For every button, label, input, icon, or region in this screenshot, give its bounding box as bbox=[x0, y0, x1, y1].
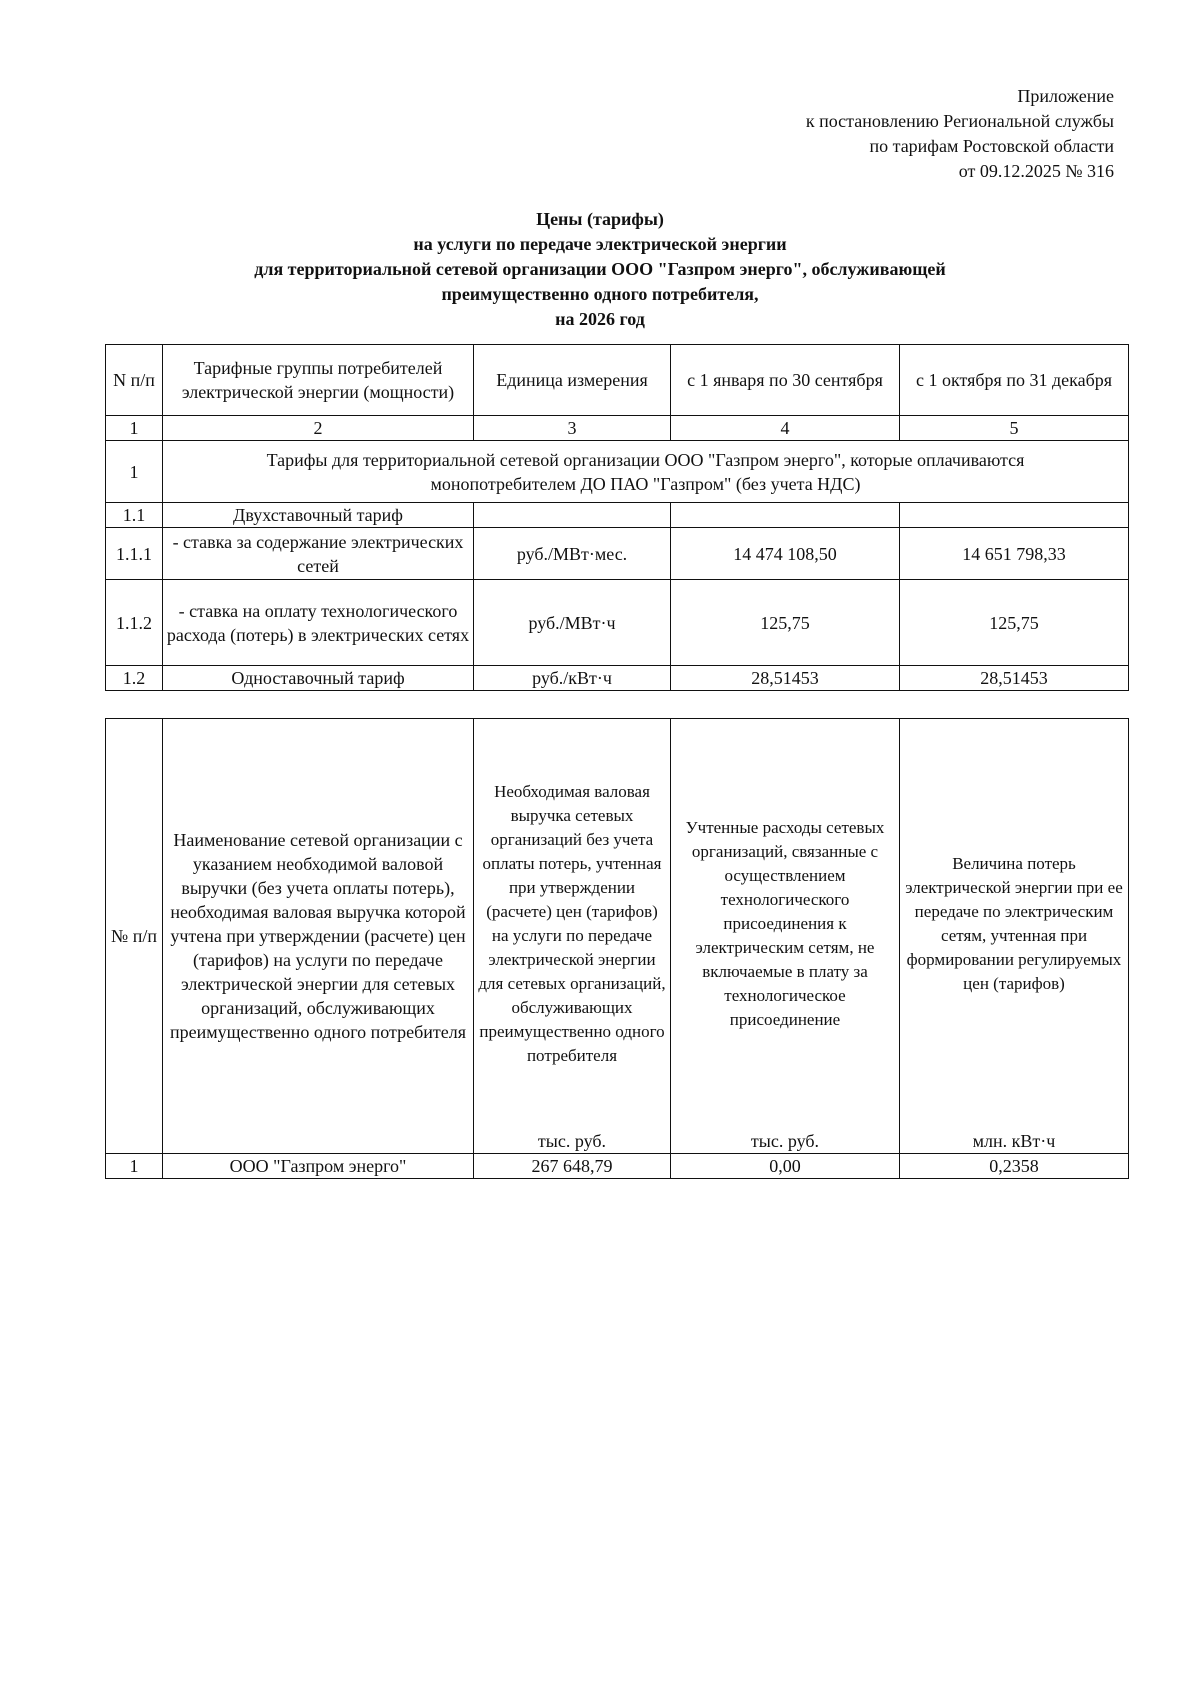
section-num: 1 bbox=[106, 441, 163, 503]
row-unit: руб./кВт·ч bbox=[474, 666, 671, 691]
table-row bbox=[106, 503, 1129, 528]
title-line: на 2026 год bbox=[555, 309, 645, 329]
row-org-name: ООО "Газпром энерго" bbox=[163, 1154, 474, 1179]
section-title bbox=[163, 441, 1129, 503]
header-num: N п/п bbox=[106, 345, 163, 416]
row-period2: 28,51453 bbox=[900, 666, 1129, 691]
title-line: преимущественно одного потребителя, bbox=[441, 284, 759, 304]
row-num: 1.2 bbox=[106, 666, 163, 691]
header-group: Тарифные группы потребителей электрической энергии (мощности) bbox=[163, 345, 474, 416]
title-line: Цены (тарифы) bbox=[536, 209, 664, 229]
column-number: 3 bbox=[474, 416, 671, 441]
unit-revenue: тыс. руб. bbox=[474, 1129, 671, 1154]
row-name: - ставка на оплату технологического расхода (потерь) в электрических сетях bbox=[163, 580, 474, 666]
row-expenses: 0,00 bbox=[671, 1154, 900, 1179]
table-header-row bbox=[106, 345, 1129, 416]
column-number: 2 bbox=[163, 416, 474, 441]
column-number: 5 bbox=[900, 416, 1129, 441]
appendix-line: Приложение bbox=[1017, 86, 1114, 106]
appendix-block bbox=[806, 84, 1114, 184]
row-period1: 125,75 bbox=[671, 580, 900, 666]
row-unit bbox=[474, 503, 671, 528]
row-name: Одноставочный тариф bbox=[163, 666, 474, 691]
column-number: 1 bbox=[106, 416, 163, 441]
document-title bbox=[0, 207, 1200, 332]
row-losses: 0,2358 bbox=[900, 1154, 1129, 1179]
row-period2 bbox=[900, 503, 1129, 528]
unit-expenses: тыс. руб. bbox=[671, 1129, 900, 1154]
title-line: для территориальной сетевой организации ООО "Газпром энерго", обслуживающей bbox=[254, 259, 946, 279]
row-num: 1.1.1 bbox=[106, 528, 163, 580]
unit-losses: млн. кВт·ч bbox=[900, 1129, 1129, 1154]
appendix-line: от 09.12.2025 № 316 bbox=[958, 161, 1114, 181]
table-row bbox=[106, 666, 1129, 691]
header-num: № п/п bbox=[106, 719, 163, 1154]
section-row bbox=[106, 441, 1129, 503]
title-line: на услуги по передаче электрической энергии bbox=[413, 234, 787, 254]
org-table bbox=[105, 718, 1129, 1179]
table-row bbox=[106, 1154, 1129, 1179]
row-period1: 28,51453 bbox=[671, 666, 900, 691]
appendix-line: к постановлению Региональной службы bbox=[805, 111, 1114, 131]
row-period2: 14 651 798,33 bbox=[900, 528, 1129, 580]
column-number: 4 bbox=[671, 416, 900, 441]
row-name: Двухставочный тариф bbox=[163, 503, 474, 528]
appendix-line: по тарифам Ростовской области bbox=[869, 136, 1114, 156]
row-num: 1.1 bbox=[106, 503, 163, 528]
row-name: - ставка за содержание электрических сетей bbox=[163, 528, 474, 580]
section-title-line: монопотребителем ДО ПАО "Газпром" (без учета НДС) bbox=[430, 473, 861, 494]
header-org-name: Наименование сетевой организации с указанием необходимой валовой выручки (без учета оплаты потерь), необходимая валовая выручка которой учтена при утверждении (расчете) цен (тарифов) на услуги по передаче электрической энергии для сетевых организаций, обслуживающих преимущественно одного потребителя bbox=[163, 719, 474, 1154]
table-header-row bbox=[106, 719, 1129, 1129]
row-unit: руб./МВт·мес. bbox=[474, 528, 671, 580]
header-revenue: Необходимая валовая выручка сетевых организаций без учета оплаты потерь, учтенная при утверждении (расчете) цен (тарифов) на услуги по передаче электрической энергии для сетевых организаций, обслуживающих преимущественно одного потребителя bbox=[474, 719, 671, 1129]
table-row bbox=[106, 580, 1129, 666]
header-period1: с 1 января по 30 сентября bbox=[671, 345, 900, 416]
table-row bbox=[106, 528, 1129, 580]
row-num: 1 bbox=[106, 1154, 163, 1179]
row-revenue: 267 648,79 bbox=[474, 1154, 671, 1179]
header-unit: Единица измерения bbox=[474, 345, 671, 416]
header-losses: Величина потерь электрической энергии при ее передаче по электрическим сетям, учтенная при формировании регулируемых цен (тарифов) bbox=[900, 719, 1129, 1129]
tariff-table bbox=[105, 344, 1129, 691]
row-unit: руб./МВт·ч bbox=[474, 580, 671, 666]
row-period1 bbox=[671, 503, 900, 528]
header-expenses: Учтенные расходы сетевых организаций, связанные с осуществлением технологического присоединения к электрическим сетям, не включаемые в плату за технологическое присоединение bbox=[671, 719, 900, 1129]
section-title-line: Тарифы для территориальной сетевой организации ООО "Газпром энерго", которые оплачиваются bbox=[266, 449, 1025, 470]
header-period2: с 1 октября по 31 декабря bbox=[900, 345, 1129, 416]
row-num: 1.1.2 bbox=[106, 580, 163, 666]
row-period1: 14 474 108,50 bbox=[671, 528, 900, 580]
row-period2: 125,75 bbox=[900, 580, 1129, 666]
column-number-row bbox=[106, 416, 1129, 441]
